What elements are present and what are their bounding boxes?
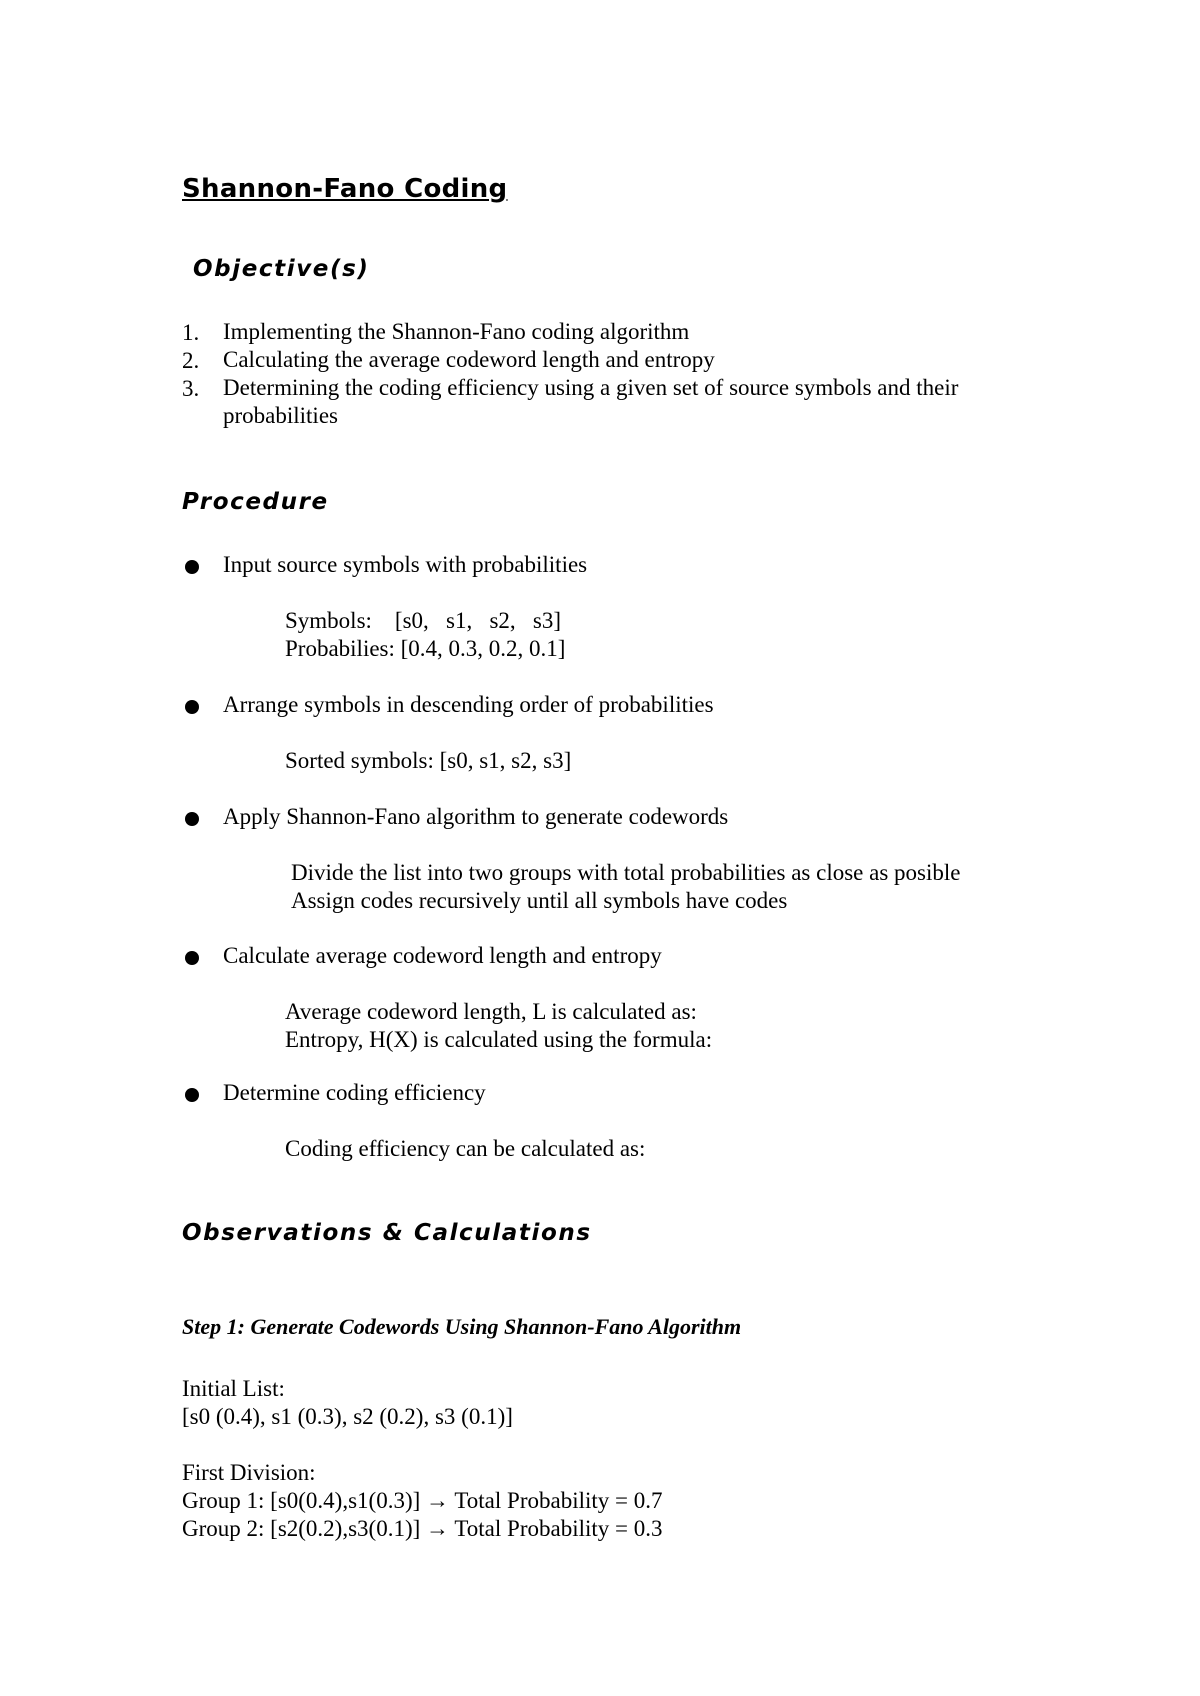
procedure-step: Calculate average codeword length and entropy	[223, 943, 662, 968]
objective-number: 3.	[182, 376, 200, 401]
procedure-step: Arrange symbols in descending order of probabilities	[223, 692, 714, 717]
procedure-detail: Symbols: [s0, s1, s2, s3]	[285, 608, 562, 633]
procedure-detail: Coding efficiency can be calculated as:	[285, 1136, 646, 1161]
bullet-icon	[185, 560, 199, 574]
bullet-icon	[185, 812, 199, 826]
step1-title: Step 1: Generate Codewords Using Shannon-Fano Algorithm	[182, 1314, 742, 1339]
objective-item: Calculating the average codeword length and entropy	[223, 347, 715, 372]
procedure-detail: Divide the list into two groups with total probabilities as close as posible	[291, 860, 961, 885]
first-division-label: First Division:	[182, 1460, 316, 1485]
procedure-detail: Average codeword length, L is calculated as:	[285, 999, 697, 1024]
procedure-detail: Sorted symbols: [s0, s1, s2, s3]	[285, 748, 572, 773]
objective-item-continued: probabilities	[223, 403, 338, 428]
bullet-icon	[185, 700, 199, 714]
document-title: Shannon-Fano Coding	[182, 174, 508, 204]
initial-list: [s0 (0.4), s1 (0.3), s2 (0.2), s3 (0.1)]	[182, 1404, 513, 1429]
bullet-icon	[185, 1088, 199, 1102]
procedure-detail: Entropy, H(X) is calculated using the formula:	[285, 1027, 713, 1052]
procedure-detail: Probabilies: [0.4, 0.3, 0.2, 0.1]	[285, 636, 566, 661]
objectives-heading: Objective(s)	[193, 256, 370, 282]
objective-number: 2.	[182, 348, 200, 373]
procedure-step: Apply Shannon-Fano algorithm to generate codewords	[223, 804, 729, 829]
observations-heading: Observations & Calculations	[182, 1220, 592, 1246]
objective-item: Determining the coding efficiency using a given set of source symbols and their	[223, 375, 959, 400]
bullet-icon	[185, 951, 199, 965]
group-2: Group 2: [s2(0.2),s3(0.1)] → Total Probability = 0.3	[182, 1516, 663, 1541]
procedure-step: Determine coding efficiency	[223, 1080, 486, 1105]
initial-list-label: Initial List:	[182, 1376, 285, 1401]
procedure-step: Input source symbols with probabilities	[223, 552, 588, 577]
objective-item: Implementing the Shannon-Fano coding algorithm	[223, 319, 690, 344]
procedure-detail: Assign codes recursively until all symbols have codes	[291, 888, 788, 913]
group-1: Group 1: [s0(0.4),s1(0.3)] → Total Probability = 0.7	[182, 1488, 663, 1513]
objective-number: 1.	[182, 320, 200, 345]
procedure-heading: Procedure	[182, 489, 329, 515]
